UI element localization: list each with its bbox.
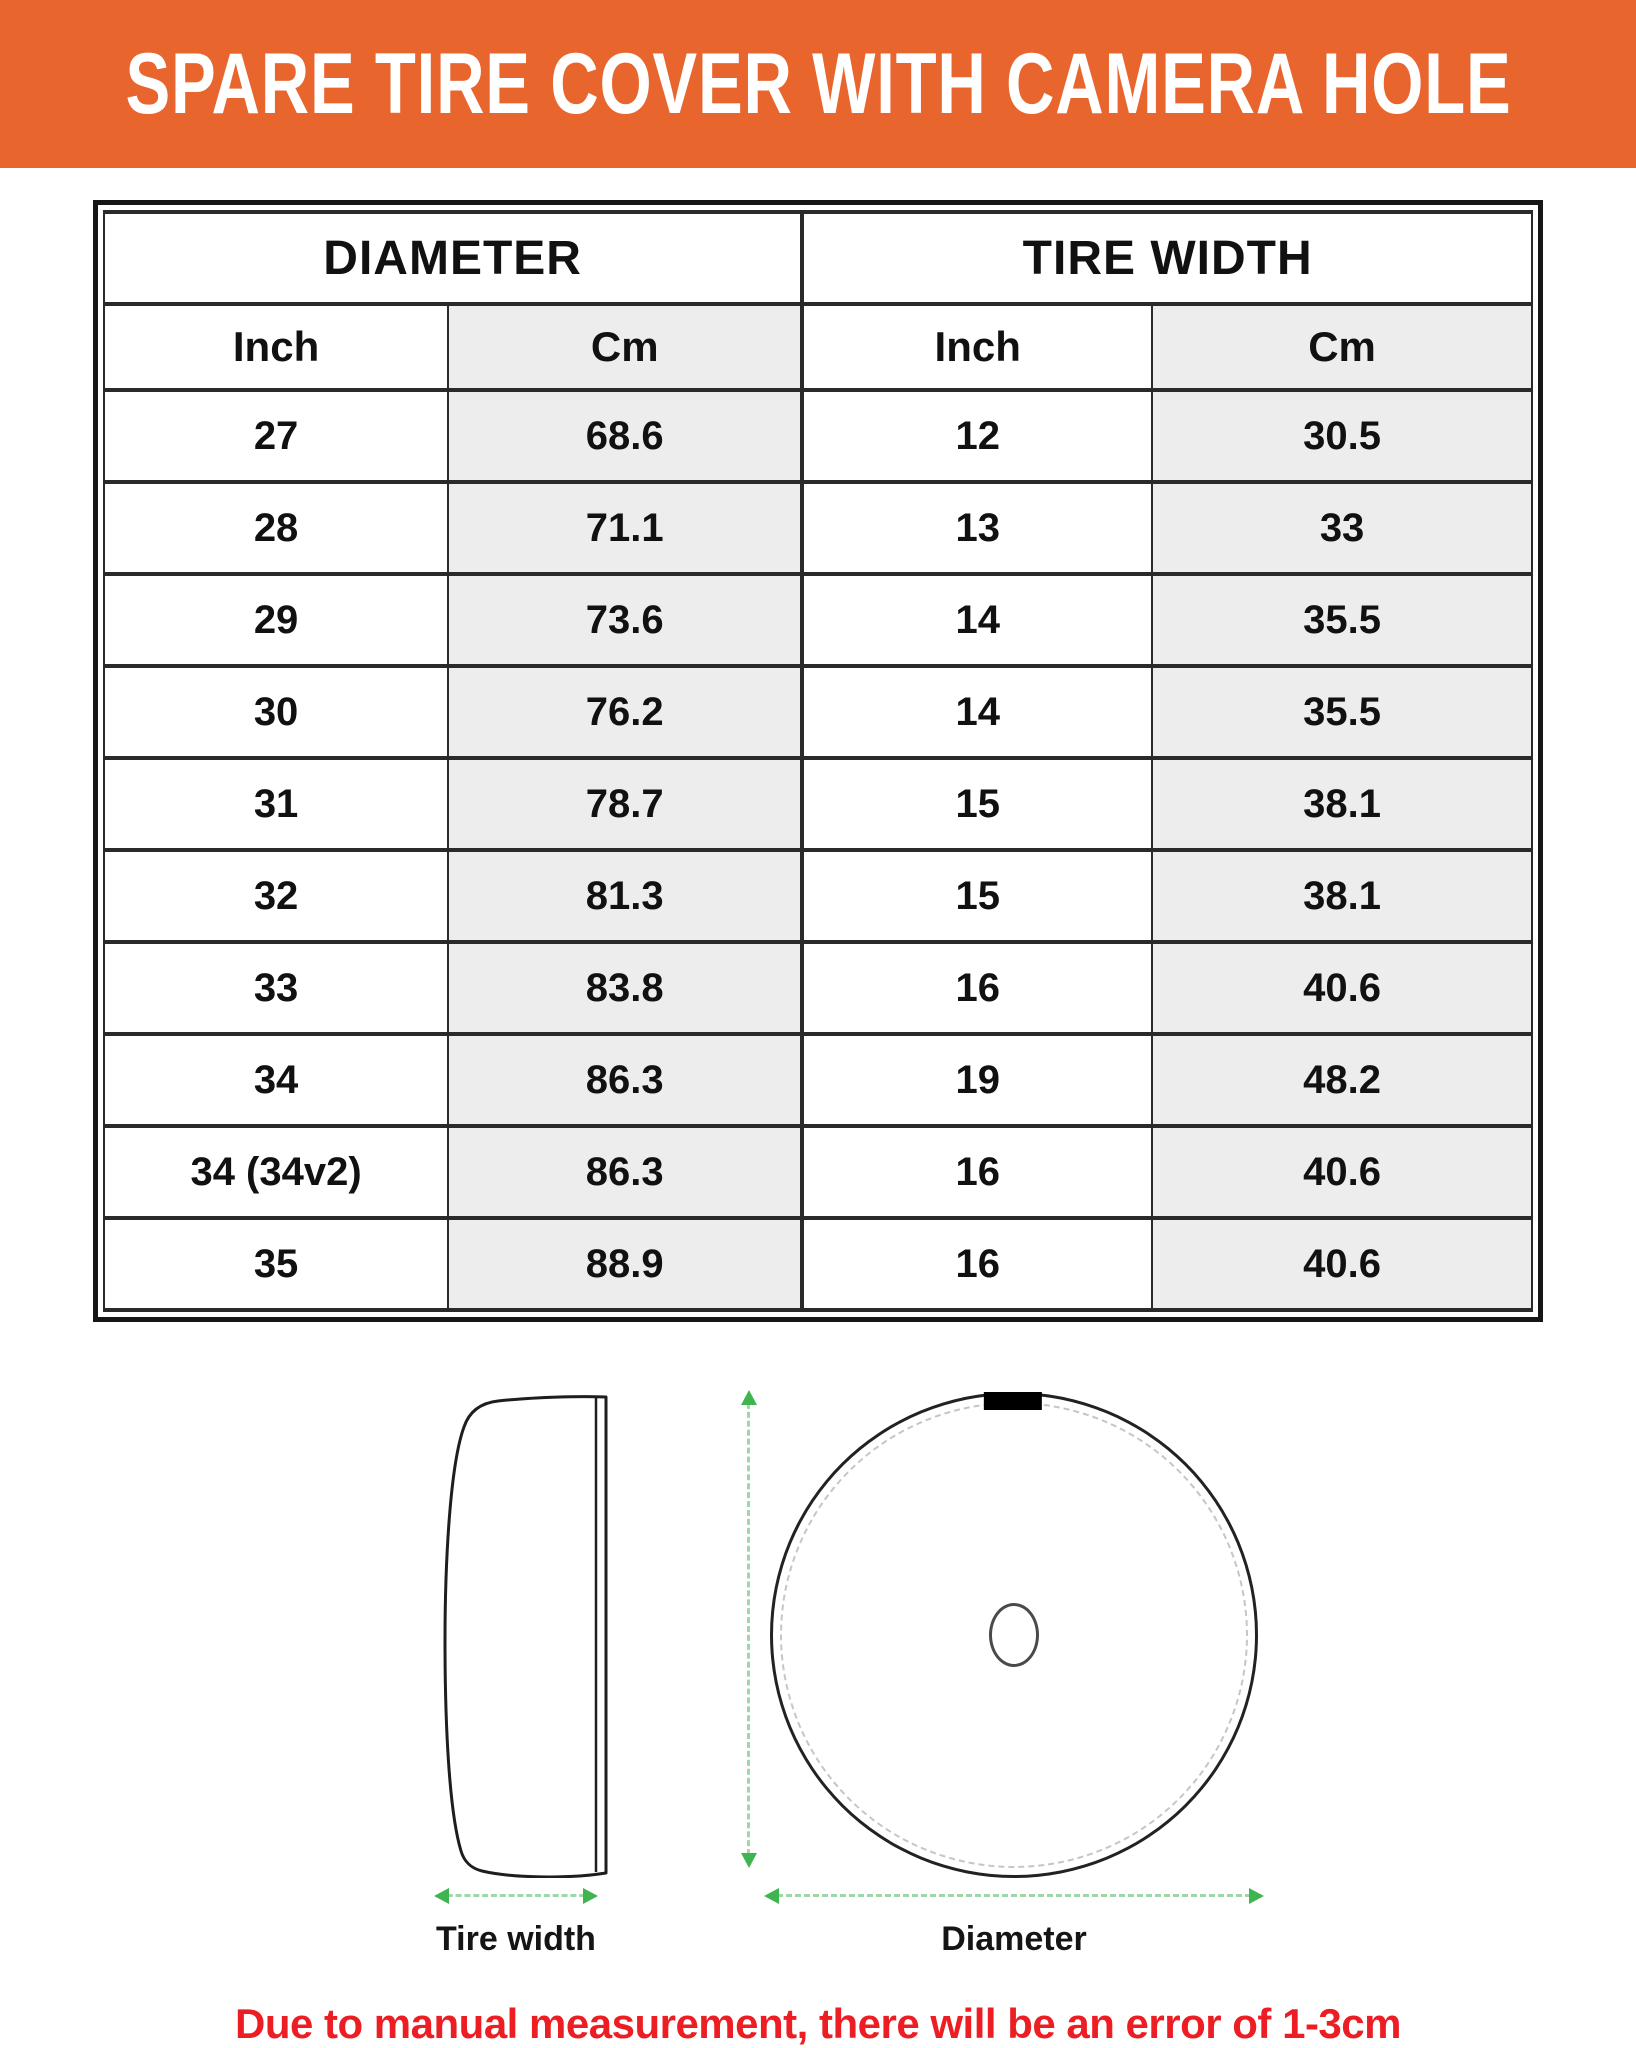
- cell-tirewidth-inch: 14: [802, 666, 1152, 758]
- cell-tirewidth-inch: 16: [802, 942, 1152, 1034]
- height-arrow: [747, 1394, 750, 1864]
- table-row: [104, 942, 1532, 1034]
- table-row: [104, 1126, 1532, 1218]
- cell-diameter-inch: 29: [104, 574, 448, 666]
- side-outline: [445, 1397, 606, 1877]
- cell-tirewidth-cm: 38.1: [1152, 850, 1532, 942]
- page-title: SPARE TIRE COVER WITH CAMERA HOLE: [124, 36, 1512, 132]
- cell-diameter-cm: 71.1: [448, 482, 802, 574]
- table-group-header-row: [104, 212, 1532, 304]
- cell-diameter-inch: 31: [104, 758, 448, 850]
- measurement-note: Due to manual measurement, there will be an error of 1-3cm: [234, 2000, 1401, 2047]
- diagram: [0, 1392, 1636, 1984]
- cell-tirewidth-inch: 15: [802, 850, 1152, 942]
- group-header-tire-width: TIRE WIDTH: [802, 212, 1532, 304]
- column-header-diameter-inch: Inch: [104, 304, 448, 390]
- cell-tirewidth-cm: 35.5: [1152, 666, 1532, 758]
- column-header-tirewidth-cm: Cm: [1152, 304, 1532, 390]
- diameter-label: Diameter: [941, 1920, 1087, 1958]
- cell-diameter-inch: 27: [104, 390, 448, 482]
- top-tab: [984, 1392, 1042, 1410]
- cell-tirewidth-inch: 19: [802, 1034, 1152, 1126]
- tire-width-label: Tire width: [436, 1920, 596, 1958]
- cell-tirewidth-inch: 15: [802, 758, 1152, 850]
- tire-width-arrow: [438, 1894, 594, 1897]
- cell-diameter-cm: 86.3: [448, 1034, 802, 1126]
- cell-diameter-cm: 88.9: [448, 1218, 802, 1310]
- cell-tirewidth-cm: 38.1: [1152, 758, 1532, 850]
- size-table-wrapper: [93, 200, 1543, 1322]
- size-table: [103, 210, 1533, 1312]
- cell-diameter-inch: 33: [104, 942, 448, 1034]
- cell-tirewidth-cm: 40.6: [1152, 1126, 1532, 1218]
- cell-diameter-cm: 73.6: [448, 574, 802, 666]
- cell-tirewidth-cm: 40.6: [1152, 942, 1532, 1034]
- table-row: [104, 1218, 1532, 1310]
- cell-diameter-cm: 76.2: [448, 666, 802, 758]
- cell-tirewidth-inch: 16: [802, 1126, 1152, 1218]
- tire-side-view: [440, 1392, 612, 1878]
- group-header-diameter: DIAMETER: [104, 212, 802, 304]
- column-header-diameter-cm: Cm: [448, 304, 802, 390]
- cell-diameter-inch: 30: [104, 666, 448, 758]
- cell-tirewidth-inch: 13: [802, 482, 1152, 574]
- column-header-tirewidth-inch: Inch: [802, 304, 1152, 390]
- cell-diameter-inch: 34 (34v2): [104, 1126, 448, 1218]
- table-row: [104, 666, 1532, 758]
- table-subheader-row: [104, 304, 1532, 390]
- cell-diameter-cm: 83.8: [448, 942, 802, 1034]
- tire-front-view: [770, 1392, 1258, 1878]
- cell-diameter-cm: 86.3: [448, 1126, 802, 1218]
- cell-tirewidth-inch: 14: [802, 574, 1152, 666]
- banner: [0, 0, 1636, 168]
- table-row: [104, 390, 1532, 482]
- cell-tirewidth-inch: 16: [802, 1218, 1152, 1310]
- cell-tirewidth-cm: 48.2: [1152, 1034, 1532, 1126]
- cell-tirewidth-cm: 35.5: [1152, 574, 1532, 666]
- cell-diameter-inch: 28: [104, 482, 448, 574]
- cell-tirewidth-cm: 33: [1152, 482, 1532, 574]
- table-row: [104, 850, 1532, 942]
- table-row: [104, 758, 1532, 850]
- cell-diameter-cm: 78.7: [448, 758, 802, 850]
- cell-tirewidth-cm: 40.6: [1152, 1218, 1532, 1310]
- camera-hole: [989, 1603, 1039, 1667]
- cell-diameter-inch: 34: [104, 1034, 448, 1126]
- table-row: [104, 574, 1532, 666]
- cell-diameter-inch: 35: [104, 1218, 448, 1310]
- cell-tirewidth-inch: 12: [802, 390, 1152, 482]
- cell-diameter-cm: 81.3: [448, 850, 802, 942]
- cell-diameter-cm: 68.6: [448, 390, 802, 482]
- table-row: [104, 482, 1532, 574]
- cell-diameter-inch: 32: [104, 850, 448, 942]
- cell-tirewidth-cm: 30.5: [1152, 390, 1532, 482]
- diameter-arrow: [768, 1894, 1260, 1897]
- table-row: [104, 1034, 1532, 1126]
